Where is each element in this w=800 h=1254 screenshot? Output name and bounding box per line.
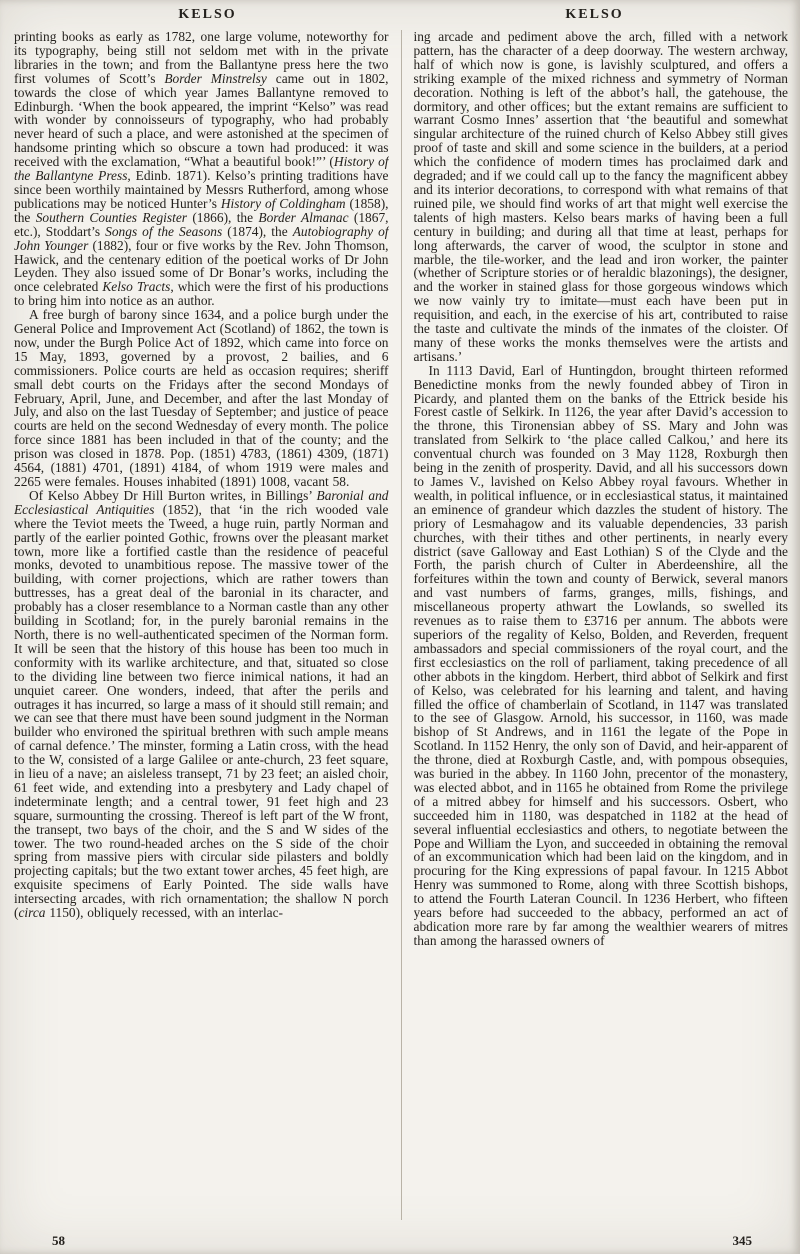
body-text: (1866), the [186,209,259,225]
body-text: In 1113 David, Earl of Huntingdon, brought thirteen reformed Benedictine monks from the newly founded abbey of Tiron in Picardy, and planted them on the banks of the Ettrick beside his Forest castle of Selkirk. In 1126, the year after David’s accession to the throne, this Tironensian abbey of SS. Mary and John was translated from Selkirk to ‘the place called Calkou,’ and here its conventual church was founded on 3 May 1128, Roxburgh then being in the zenith of prosperity. David, and all his successors down to James V., lavished on Kelso Abbey royal favours. Whether in wealth, in political influence, or in ecclesiastical status, it maintained an eminence of grandeur which dazzles the student of history. The priory of Lesmahagow and its valuable dependencies, 33 parish churches, with their tithes and other pertinents, in nearly every district (save Galloway and East Lothian) S of the Clyde and the Forth, the parish church of Culter in Aberdeenshire, all the forfeitures within the town and county of Berwick, several manors and vast numbers of farms, granges, mills, fishings, and miscellaneous property athwart the Lowlands, so swelled its revenues as to raise them to £3716 per annum. The abbots were superiors of the regality of Kelso, Bolden, and Reverden, frequent ambassadors and special commissioners of the royal court, and the first ecclesiastics on the roll of parliament, taking precedence of all other abbots in the kingdom. Herbert, third abbot of Selkirk and first of Kelso, was celebrated for his learning and talent, and having filled the office of chamberlain of Scotland, in 1147 was translated to the see of Glasgow. Arnold, his successor, in 1160, was made bishop of St Andrews, and in 1161 the legate of the Pope in Scotland. In 1152 Henry, the only son of David, and heir-apparent of the throne, died at Roxburgh Castle, and, with pompous obsequies, was buried in the abbey. In 1160 John, precentor of the monastery, was elected abbot, and in 1165 he obtained from Rome the privilege of a mitred abbey for himself and his successors. Osbert, who succeeded him in 1180, was despatched in 1182 at the head of several influential ecclesiastics and others, to negotiate between the Pope and William the Lyon, and succeeded in obtaining the removal of an excommunication which had been laid on the kingdom, and in procuring for the King expressions of papal favour. In 1215 Abbot Henry was summoned to Rome, along with three Scottish bishops, to attend the Fourth Lateran Council. In 1236 Herbert, who fifteen years before had succeeded to the abbacy, performed an act of abdication more rare by far among the wealthier wearers of mitres than among the harassed owners of [413,362,788,948]
body-text: (1882), four or five works by the Rev. John Thomson, Hawick, and the centenary edition of the poetical works of Dr John Leyden. They also issued some of Dr Bonar’s works, including the once celebrated [14,237,389,295]
italic-title-text: Kelso Tracts [102,279,171,295]
text-columns [14,30,788,1220]
italic-title-text: Baronial and Ecclesiastical Antiquities [14,487,389,517]
body-text: (1852), that ‘in the rich wooded vale where the Teviot meets the Tweed, a huge ruin, partly Norman and partly of the earlier pointed Gothic, frowns over the pleasant market town, more like a fortified castle than the residence of peaceful monks, devoted to unambitious repose. The massive tower of the building, with corner projections, which are rather towers than buttresses, has a great deal of the baronial in its character, and probably has a closer resemblance to a Norman castle than any other building in Scotland; for, in the purely baronial remains in the North, there is no well-authenticated specimen of the Norman form. It will be seen that the history of this house has been too much in conformity with its warlike architecture, and that, situated so close to the dividing line between two fierce inimical nations, it had an unquiet career. One wonders, indeed, that after the perils and outrages it has incurred, so large a mass of it should still remain; and we can see that there must have been sound judgment in the Norman builder who environed the spiritual brethren with such ample means of carnal defence.’ The minster, forming a Latin cross, with the head to the W, consisted of a large Galilee or ante-church, 23 feet square, in lieu of a nave; an aisleless transept, 71 by 23 feet; an aisled choir, 61 feet wide, and extending into a presbytery and Lady chapel of indeterminate length; and a central tower, 91 feet high and 23 square, surmounting the crossing. Thereof is left part of the W front, the transept, two bays of the choir, and the S and W sides of the tower. The two round-headed arches on the S side of the choir spring from massive piers with circular side pilasters and boldly projecting capitals; but the two extant tower arches, 45 feet high, are exquisite specimens of Early Pointed. The side walls have intersecting arcades, with rich ornamentation; the shallow N porch ( [14,501,389,921]
paragraph [14,489,389,920]
italic-title-text: circa [18,905,46,921]
body-text: , which were the first of his productions to bring him into notice as an author. [14,279,389,309]
paragraph [414,30,789,364]
paragraph [14,30,389,308]
body-text: (1858), the [14,195,389,225]
body-text: 1150), obliquely recessed, with an interlac- [45,905,284,921]
page-numbers [0,1233,800,1249]
body-text: (1867, etc.), Stoddart’s [14,209,389,239]
paragraph [14,308,389,489]
running-heads [14,7,788,23]
italic-title-text: History of Coldingham [220,195,346,211]
page-number-left: 58 [52,1233,65,1248]
italic-title-text: Southern Counties Register [35,209,187,225]
page-number-right: 345 [732,1233,752,1248]
running-head-right: KELSO [565,7,624,22]
column-divider [401,30,402,1220]
body-text: came out in 1802, towards the close of which year James Ballantyne removed to Edinburgh. ‘When the book appeared, the imprint “Kelso” was read with wonder by connoisseurs of typography, who had probably never heard of such a place, and were astonished at the specimen of handsome printing which so obscure a town had produced: it was received with the exclamation, “What a beautiful book!”’ ( [14,70,389,170]
italic-title-text: Border Minstrelsy [164,70,267,86]
italic-title-text: Songs of the Seasons [105,223,223,239]
text-column-left [14,30,389,1220]
italic-title-text: Autobiography of John Younger [14,223,389,253]
body-text: (1874), the [222,223,293,239]
running-head-left: KELSO [178,7,237,22]
text-column-right [414,30,789,1220]
italic-title-text: Border Almanac [258,209,349,225]
body-text: A free burgh of barony since 1634, and a police burgh under the General Police and Improvement Act (Scotland) of 1862, the town is now, under the Burgh Police Act of 1892, which came into force on 15 May, 1893, governed by a provost, 2 bailies, and 6 commissioners. Police courts are held as occasion requires; sheriff small debt courts on the Fridays after the second Mondays of February, April, June, and December, and after the last Monday of July, and also on the last Tuesday of September; and justice of peace courts are held on the second Wednesday of every month. The police force since 1881 has been included in that of the county; and the prison was closed in 1878. Pop. (1851) 4783, (1861) 4309, (1871) 4564, (1881) 4701, (1891) 4184, of whom 1919 were males and 2265 were females. Houses inhabited (1891) 1008, vacant 58. [14,307,389,489]
italic-title-text: History of the Ballantyne Press [14,154,389,184]
body-text: , Edinb. 1871). Kelso’s printing traditions have since been worthily maintained by Messrs Rutherford, among whose publications may be noticed Hunter’s [14,168,389,211]
body-text: ing arcade and pediment above the arch, filled with a network pattern, has the character of a deep doorway. The western archway, half of which now is gone, is lavishly sculptured, and offers a striking example of the mixed richness and symmetry of Norman decoration. Nothing is left of the abbot’s hall, the gatehouse, the dormitory, and other offices; but the extant remains are sufficient to warrant Cosmo Innes’ assertion that ‘the beautiful and somewhat singular architecture of the ruined church of Kelso Abbey still gives proof of taste and skill and some science in the builders, at a period which the confidence of modern times has proclaimed dark and degraded; and if we could call up to the fancy the magnificent abbey and its interior decorations, to correspond with what remains of that ruined pile, we should find works of art that might well exercise the talents of high masters. Kelso bears marks of having been a full century in building; and during all that time at least, perhaps for long afterwards, the carver of wood, the sculptor in stone and marble, the tile-worker, and the lead and iron worker, the painter (whether of Scripture stories or of heraldic blazonings), the designer, and the worker in stained glass for those gorgeous windows which we now vainly try to imitate—must each have been put in requisition, and each, in the exercise of his art, contributed to raise the taste and cultivate the minds of the inmates of the cloister. Of many of these works the monks themselves were the artists and artisans.’ [413,30,788,364]
body-text: printing books as early as 1782, one large volume, noteworthy for its typography, being still not seldom met with in the private libraries in the town; and from the Ballantyne press here the two first volumes of Scott’s [14,30,389,86]
body-text: Of Kelso Abbey Dr Hill Burton writes, in Billings’ [29,487,317,503]
paragraph [414,364,789,948]
